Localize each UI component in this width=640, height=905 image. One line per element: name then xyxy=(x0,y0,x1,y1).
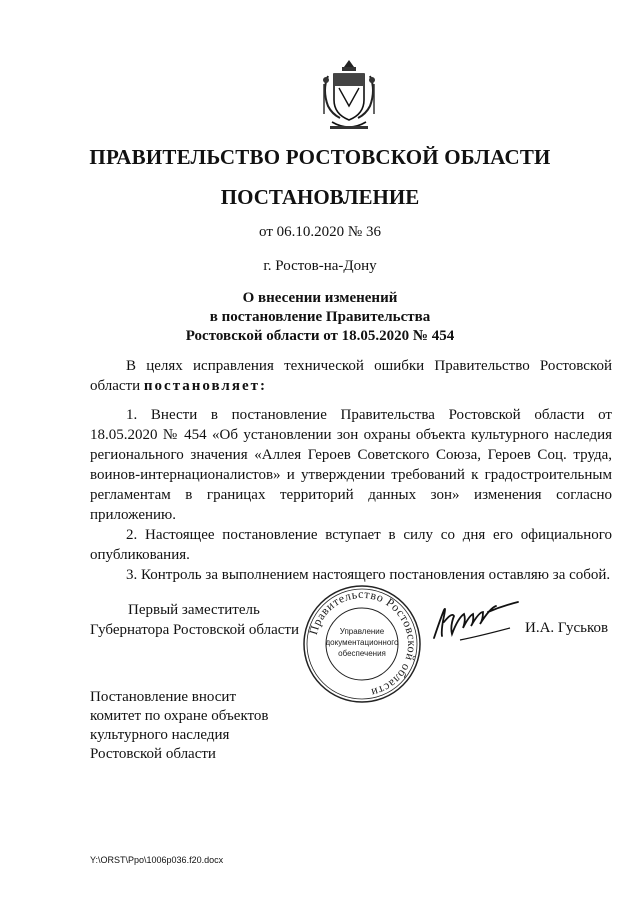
document-type: ПОСТАНОВЛЕНИЕ xyxy=(220,185,420,209)
issuer-line-3: культурного наследия xyxy=(90,727,230,743)
issuer-block xyxy=(90,688,268,764)
preamble-verb: постановляет: xyxy=(143,378,267,394)
resolution-item-2: 2. Настоящее постановление вступает в силу со дня его официального опубликования. xyxy=(90,527,612,563)
preamble xyxy=(90,356,612,396)
subject-line-2: в постановление Правительства xyxy=(209,309,431,325)
resolution-item-3: 3. Контроль за выполнением настоящего постановления оставляю за собой. xyxy=(126,567,611,583)
document-date-number: от 06.10.2020 № 36 xyxy=(259,224,381,240)
stamp-center-line-1: Управление xyxy=(339,627,385,636)
document-city: г. Ростов-на-Дону xyxy=(263,258,377,274)
official-stamp xyxy=(300,582,424,706)
subject-line-3: Ростовской области от 18.05.2020 № 454 xyxy=(185,328,455,344)
issuer-line-4: Ростовской области xyxy=(90,746,216,762)
signatory-title-line-1: Первый заместитель xyxy=(128,602,260,618)
resolution-item-1: 1. Внести в постановление Правительства Ростовской области от 18.05.2020 № 454 «Об установлении зон охраны объекта культурного наследия регионального значения «Аллея Героев Советского Союза, Героев Соц. труда, воинов-интернационалистов» и утверждении требований к градостроительным регламентам в границах территорий данных зон» изменения согласно приложению. xyxy=(90,407,612,523)
subject-line-1: О внесении изменений xyxy=(242,290,398,306)
signatory-title-line-2: Губернатора Ростовской области xyxy=(90,622,300,638)
coat-of-arms-emblem xyxy=(318,58,380,132)
stamp-center-line-3: обеспечения xyxy=(338,649,386,658)
stamp-center-line-2: документационного xyxy=(325,638,399,647)
file-path: Y:\ORST\Ppo\1006p036.f20.docx xyxy=(90,855,224,865)
issuer-line-2: комитет по охране объектов xyxy=(90,708,269,724)
handwritten-signature xyxy=(430,600,522,644)
resolution-items xyxy=(90,405,612,585)
organization-title: ПРАВИТЕЛЬСТВО РОСТОВСКОЙ ОБЛАСТИ xyxy=(89,145,551,169)
preamble-text: В целях исправления технической ошибки Правительство Ростовской области xyxy=(90,358,612,394)
stamp-ring-text: Правительство Ростовской области xyxy=(306,586,420,701)
signatory-name: И.А. Гуськов xyxy=(525,620,609,636)
issuer-line-1: Постановление вносит xyxy=(90,689,237,705)
